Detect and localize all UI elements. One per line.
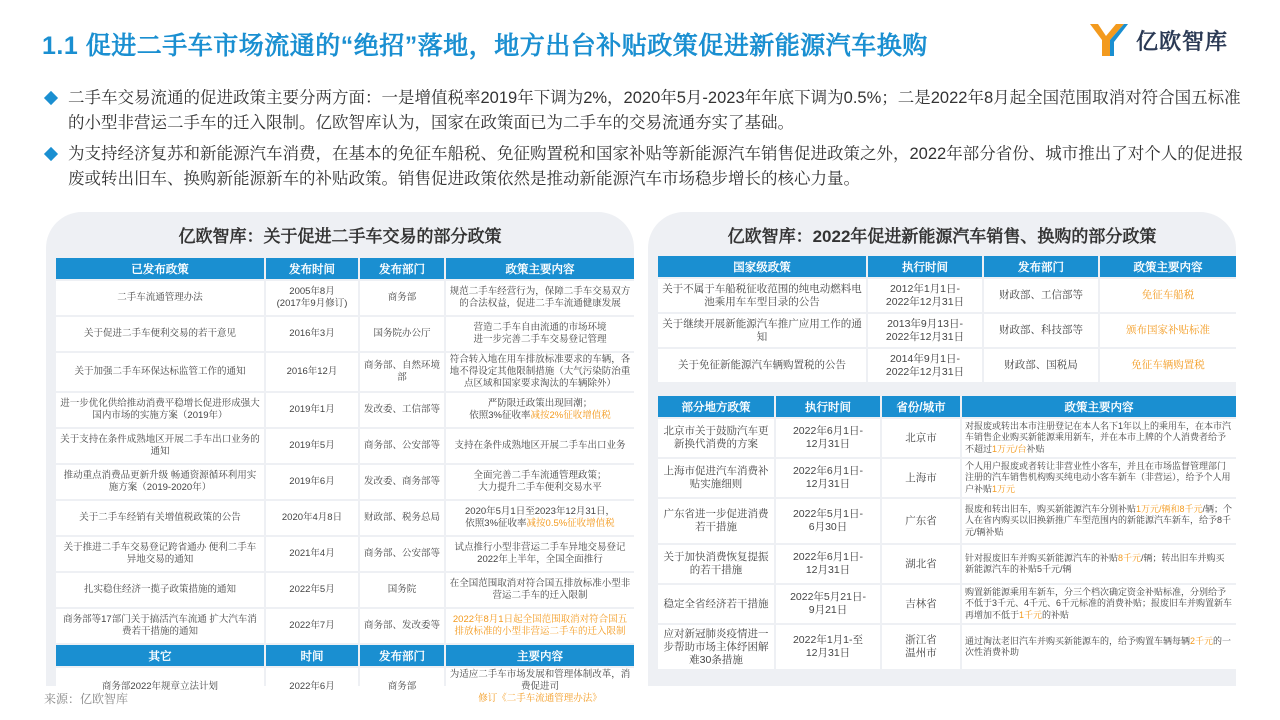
city-cell [882,625,960,669]
time-cell-text: 2020年4月8日 [281,512,343,523]
policy-name-cell [658,459,774,497]
table-row [658,419,1236,457]
highlight-text: 颁布国家补贴标准 [1126,324,1210,336]
content-text: 试点推行小型非营运二手车异地交易登记 2022年上半年，全国全面推行 [454,542,626,565]
content-cell [962,545,1236,583]
policy-name-cell [56,501,264,535]
table-row [56,281,634,315]
policy-name-cell [658,545,774,583]
time-cell [776,499,880,543]
content-cell [962,499,1236,543]
column-header: 政策主要内容 [962,396,1236,417]
content-text: 全面完善二手车流通管理政策； 大力提升二手车便利交易水平 [473,470,607,493]
content-cell [446,668,634,706]
content-text: 的一次性消费补助 [965,635,1232,657]
time-cell-text: 2016年3月 [289,328,335,339]
national-policy-table [656,254,1238,384]
content-text: 2020年5月1日至2023年12月31日， 依照3%征收率 [465,506,615,529]
column-header: 政策主要内容 [446,258,634,279]
time-cell-text: 2022年6月1日- 12月31日 [792,551,864,576]
policy-name-cell-text: 北京市关于鼓励汽车更新换代消费的方案 [663,425,769,450]
policy-name-cell-text: 扎实稳住经济一揽子政策措施的通知 [83,584,236,595]
policy-name-cell-text: 关于加强二手车环保达标监管工作的通知 [74,366,246,377]
department-cell-text: 国务院 [387,584,417,595]
content-cell [962,625,1236,669]
highlight-text: 减按2%征收增值税 [530,410,611,421]
column-header: 政策主要内容 [1100,256,1236,277]
column-header: 发布部门 [360,258,444,279]
time-cell-text: 2022年5月21日- 9月21日 [790,591,866,616]
city-cell-text: 湖北省 [905,557,937,570]
city-cell-text: 广东省 [905,514,937,527]
time-cell [266,317,358,351]
policy-name-cell-text: 推动重点消费品更新升级 畅通资源循环利用实施方案（2019-2020年） [63,470,257,493]
table-row [56,353,634,391]
city-cell [882,545,960,583]
city-cell-text: 吉林省 [905,597,937,610]
policy-name-cell [56,609,264,643]
content-cell [1100,349,1236,382]
highlight-text: 免征车辆购置税 [1131,359,1205,371]
content-text: 严防限迁政策出现回潮； 依照3%征收率 [469,398,593,421]
city-cell [882,419,960,457]
time-cell [868,314,982,347]
department-cell [360,429,444,463]
policy-name-cell-text: 关于促进二手车便利交易的若干意见 [83,328,236,339]
bullet-item [44,86,1244,136]
time-cell-text: 2022年6月1日- 12月31日 [792,465,864,490]
policy-name-cell [658,349,866,382]
column-header: 时间 [266,645,358,666]
department-cell-text: 商务部、公安部等 [363,548,440,559]
department-cell-text: 财政部、税务总局 [363,512,440,523]
table-row [56,537,634,571]
highlight-text: 2千元 [1190,635,1214,646]
content-text: 营造二手车自由流通的市场环境 进一步完善二手车交易登记管理 [473,322,607,345]
time-cell [868,349,982,382]
time-cell-text: 2022年6月1日- 12月31日 [792,425,864,450]
content-cell [446,429,634,463]
time-cell-text: 2019年5月 [289,440,335,451]
highlight-text: 1万元/台 [992,443,1027,454]
department-cell-text: 发改委、商务部等 [363,476,440,487]
department-cell-text: 商务部、发改委等 [363,620,440,631]
time-cell [776,625,880,669]
content-text: 购置新能源乘用车新车，分三个档次确定资金补贴标准，分别给予不低于3千元、4千元、6千元标准的消费补贴；报废旧车并购置新车再增加不低于 [965,586,1233,620]
time-cell-text: 2014年9月1日- 2022年12月31日 [885,352,965,378]
time-cell [266,393,358,427]
content-text: 针对报废旧车并购买新能源汽车的补贴 [965,552,1119,563]
content-cell [962,585,1236,623]
content-text: 在全国范围取消对符合国五排放标准小型非营运二手车的迁入限制 [449,578,631,601]
column-header: 发布时间 [266,258,358,279]
highlight-text: 1万元 [992,483,1016,494]
city-cell [882,585,960,623]
policy-name-cell [56,393,264,427]
policy-name-cell-text: 上海市促进汽车消费补贴实施细则 [663,465,769,490]
content-text: 通过淘汰老旧汽车并购买新能源车的，给予购置车辆每辆 [965,635,1191,646]
table-row [56,317,634,351]
content-cell [446,609,634,643]
department-cell-text: 财政部、国税局 [1004,359,1078,371]
column-header: 发布部门 [984,256,1098,277]
table-header-row [658,256,1236,277]
policy-name-cell-text: 进一步优化供给推动消费平稳增长促进形成强大国内市场的实施方案（2019年） [60,398,260,421]
policy-name-cell-text: 二手车流通管理办法 [117,292,203,303]
content-cell [962,459,1236,497]
table-row [658,499,1236,543]
content-text: /辆；个人在省内购买以旧换新推广车型范围内的新能源汽车新车，给予8千元/辆补贴 [965,503,1233,537]
department-cell-text: 国务院办公厅 [373,328,431,339]
brand-logo [1086,20,1228,60]
department-cell [360,393,444,427]
policy-name-cell [658,585,774,623]
table-row [658,625,1236,669]
column-header: 执行时间 [776,396,880,417]
department-cell [360,668,444,706]
table-row [658,459,1236,497]
table-row [56,609,634,643]
policy-name-cell [56,317,264,351]
table-header-row [56,258,634,279]
policy-name-cell-text: 关于二手车经销有关增值税政策的公告 [79,512,241,523]
policy-name-cell-text: 关于加快消费恢复提振的若干措施 [663,551,769,576]
column-header: 国家级政策 [658,256,866,277]
highlight-text: 免征车船税 [1141,289,1195,301]
policy-name-cell-text: 应对新冠肺炎疫情进一步帮助市场主体纾困解难30条措施 [663,627,769,666]
department-cell-text: 商务部、公安部等 [363,440,440,451]
content-text: 为适应二手车市场发展和管理体制改革，消费促进司 [449,669,631,692]
time-cell-text: 2012年1月1日- 2022年12月31日 [885,282,965,308]
table-header-row [56,645,634,666]
time-cell [266,465,358,499]
department-cell [360,281,444,315]
department-cell [984,279,1098,312]
column-header: 已发布政策 [56,258,264,279]
policy-name-cell [56,429,264,463]
highlight-text: 1千元 [1019,609,1043,620]
bullet-text: 为支持经济复苏和新能源汽车消费，在基本的免征车船税、免征购置税和国家补贴等新能源汽车销售促进政策之外，2022年部分省份、城市推出了对个人的促进报废或转出旧车、换购新能源新车的补贴政策。销售促进政策依然是推动新能源汽车市场稳步增长的核心力量。 [68,145,1244,188]
department-cell [360,465,444,499]
department-cell-text: 商务部、自然环境部 [363,360,440,383]
time-cell-text: 2022年5月 [289,584,335,595]
time-cell [868,279,982,312]
used-car-policy-table [54,256,636,708]
policy-name-cell-text: 商务部2022年规章立法计划 [101,681,219,692]
table-row [56,429,634,463]
policy-name-cell [658,419,774,457]
table-row [658,314,1236,347]
department-cell [984,314,1098,347]
department-cell-text: 商务部 [387,292,417,303]
policy-name-cell-text: 关于支持在条件成熟地区开展二手车出口业务的通知 [60,434,260,457]
content-cell [962,419,1236,457]
summary-bullets [44,86,1244,198]
highlight-text: 8千元 [1118,552,1142,563]
policy-name-cell [56,465,264,499]
table-row [658,545,1236,583]
time-cell [266,353,358,391]
table-row [56,393,634,427]
policy-name-cell-text: 关于免征新能源汽车辆购置税的公告 [678,359,846,371]
diamond-bullet-icon [44,147,58,161]
time-cell [266,429,358,463]
time-cell [266,668,358,706]
highlight-text: 2022年8月1日起全国范围取消对符合国五排放标准的小型非营运二手车的迁入限制 [452,614,628,637]
content-cell [446,281,634,315]
content-text: 的补贴 [1042,609,1070,620]
time-cell-text: 2005年8月 (2017年9月修订) [276,286,348,309]
content-cell [446,393,634,427]
table-header-row [658,396,1236,417]
time-cell-text: 2013年9月13日- 2022年12月31日 [885,317,965,343]
time-cell [776,419,880,457]
time-cell-text: 2019年1月 [289,404,335,415]
content-cell [446,317,634,351]
source-note: 来源：亿欧智库 [44,692,129,706]
table-row [56,573,634,607]
nev-policy-panel [648,212,1236,686]
policy-name-cell [56,281,264,315]
department-cell [984,349,1098,382]
table-row [56,501,634,535]
highlight-text: 1万元/辆和8千元 [1136,503,1203,514]
policy-name-cell [658,279,866,312]
content-text: 个人用户报废或者转让非营业性小客车，并且在市场监督管理部门注册的汽车销售机构购买纯电动小客车新车（非营运），给予个人用户补贴 [965,460,1231,494]
time-cell-text: 2016年12月 [286,366,338,377]
column-header: 发布部门 [360,645,444,666]
policy-name-cell [658,499,774,543]
content-text: 规范二手车经营行为，保障二手车交易双方的合法权益，促进二手车流通健康发展 [449,286,631,309]
content-cell [446,501,634,535]
column-header: 省份/城市 [882,396,960,417]
policy-name-cell [658,314,866,347]
department-cell [360,353,444,391]
yiou-logo-icon [1086,20,1130,60]
content-text: 补贴 [1026,443,1045,454]
city-cell-text: 北京市 [905,431,937,444]
panel-title: 亿欧智库：2022年促进新能源汽车销售、换购的部分政策 [727,227,1157,246]
policy-name-cell-text: 关于继续开展新能源汽车推广应用工作的通知 [662,317,862,343]
policy-name-cell-text: 稳定全省经济若干措施 [663,597,769,610]
department-cell-text: 财政部、科技部等 [999,324,1083,336]
highlight-text: 修订《二手车流通管理办法》 [478,693,602,704]
city-cell [882,459,960,497]
policy-name-cell [56,353,264,391]
policy-name-cell-text: 关于不属于车船税征收范围的纯电动燃料电池乘用车车型目录的公告 [662,282,862,308]
policy-name-cell [56,537,264,571]
page-title: 1.1 促进二手车市场流通的“绝招”落地，地方出台补贴政策促进新能源汽车换购 [42,32,928,60]
department-cell-text: 财政部、工信部等 [999,289,1083,301]
city-cell-text: 上海市 [905,471,937,484]
time-cell-text: 2022年7月 [289,620,335,631]
content-cell [1100,279,1236,312]
department-cell [360,537,444,571]
table-row [658,349,1236,382]
department-cell-text: 发改委、工信部等 [363,404,440,415]
policy-name-cell [658,625,774,669]
content-text: /辆；转出旧车并购买新能源汽车的补贴5千元/辆 [965,552,1225,574]
column-header: 主要内容 [446,645,634,666]
policy-name-cell [56,573,264,607]
content-cell [1100,314,1236,347]
time-cell [776,545,880,583]
time-cell-text: 2019年6月 [289,476,335,487]
content-text: 报废和转出旧车，购买新能源汽车分别补贴 [965,503,1137,514]
time-cell [776,585,880,623]
time-cell [266,501,358,535]
content-text: 支持在条件成熟地区开展二手车出口业务 [454,440,626,451]
content-cell [446,353,634,391]
time-cell-text: 2021年4月 [289,548,335,559]
bullet-item [44,142,1244,192]
content-text: 符合转入地在用车排放标准要求的车辆，各地不得设定其他限制措施（大气污染防治重点区域和国家要求淘汰的车辆除外） [449,354,631,389]
content-cell [446,465,634,499]
time-cell-text: 2022年5月1日- 6月30日 [792,508,864,533]
time-cell [266,573,358,607]
policy-name-cell-text: 广东省进一步促进消费若干措施 [663,508,769,533]
department-cell [360,501,444,535]
diamond-bullet-icon [44,91,58,105]
content-cell [446,573,634,607]
time-cell-text: 2022年6月 [289,681,335,692]
time-cell [776,459,880,497]
logo-text: 亿欧智库 [1135,28,1228,54]
table-row [658,279,1236,312]
time-cell [266,609,358,643]
table-row [658,585,1236,623]
local-policy-table [656,394,1238,671]
city-cell-text: 浙江省 温州市 [905,634,937,659]
department-cell [360,609,444,643]
department-cell-text: 商务部 [387,681,417,692]
content-text: 对报废或转出本市注册登记在本人名下1年以上的乘用车，在本市汽车销售企业购买新能源乘用新车，并在本市上牌的个人消费者给予不超过 [965,420,1232,454]
department-cell [360,317,444,351]
table-row [56,668,634,706]
time-cell [266,281,358,315]
policy-name-cell-text: 商务部等17部门关于搞活汽车流通 扩大汽车消费若干措施的通知 [63,614,257,637]
table-row [56,465,634,499]
city-cell [882,499,960,543]
time-cell-text: 2022年1月1-至 12月31日 [792,634,864,659]
time-cell [266,537,358,571]
department-cell [360,573,444,607]
column-header: 其它 [56,645,264,666]
highlight-text: 减按0.5%征收增值税 [526,518,615,529]
content-cell [446,537,634,571]
column-header: 执行时间 [868,256,982,277]
policy-name-cell-text: 关于推进二手车交易登记跨省通办 便利二手车异地交易的通知 [63,542,257,565]
column-header: 部分地方政策 [658,396,774,417]
bullet-text: 二手车交易流通的促进政策主要分两方面：一是增值税率2019年下调为2%，2020年5月-2023年年底下调为0.5%；二是2022年8月起全国范围取消对符合国五标准的小型非营运二手车的迁入限制。亿欧智库认为，国家在政策面已为二手车的交易流通夯实了基础。 [68,89,1241,132]
panel-title: 亿欧智库：关于促进二手车交易的部分政策 [178,227,502,246]
